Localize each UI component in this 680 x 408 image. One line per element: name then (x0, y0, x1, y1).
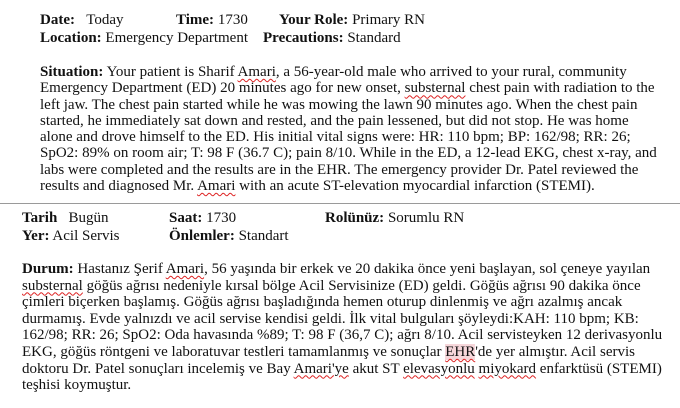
yer-label: Yer: (22, 228, 50, 244)
durum-text: enfarktüsü (STEMI) teşhisi koymuştur. (22, 360, 662, 394)
english-section (0, 0, 680, 203)
time-label: Time: (176, 12, 215, 28)
date-label: Date: (40, 12, 75, 28)
tarih-field (22, 210, 109, 227)
misspelled-word: Amari (237, 64, 276, 80)
date-value: Today (86, 12, 124, 28)
rol-value: Sorumlu RN (387, 210, 465, 226)
onlemler-field (169, 228, 289, 245)
role-label: Your Role: (279, 12, 349, 28)
rol-field (325, 210, 464, 227)
durum-text: göğüs ağrısı nedeniyle kırsal bölge Acil Servisinize (ED) geldi. Göğüs ağrısı 90 dakika önce çimleri biçerken başlamış. Göğüs ağrısı başladığında hemen oturup dinlenmiş ve ağrı azalmış ancak durmamış. Evde yalnızdı ve acil servise kendisi geldi. İlk vital bulguları şöyleydi:KAH: 110 bpm; KB: 162/98; RR: 26; SpO2: Oda havasında %89; T: 98 F (36,7 C); ağrı 8/10. Acil servisteyken 12 derivasyonlu EKG, göğüs röntgeni ve laboratuvar testleri tamamlanmış ve sonuçlar (22, 277, 663, 360)
durum-paragraph (22, 261, 672, 394)
misspelled-word: Amari (197, 178, 236, 195)
tarih-label: Tarih (22, 210, 58, 226)
time-value: 1730 (217, 12, 248, 28)
saat-value: 1730 (206, 210, 237, 226)
situation-text: , a 56-year-old male who arrived to your rural, community Emergency Department (ED) 20 minutes ago for new onset, (40, 64, 627, 97)
misspelled-word: substernal (22, 277, 83, 294)
durum-text: akut ST (348, 360, 404, 377)
situation-text: Your patient is Sharif (106, 64, 238, 80)
durum-label: Durum: (22, 261, 74, 277)
highlighted-word: EHR (445, 343, 476, 360)
rol-label: Rolünüz: (325, 210, 385, 226)
misspelled-word: Amari'ye (293, 360, 349, 377)
onlemler-value: Standart (238, 228, 289, 244)
situation-text: with an acute ST-elevation myocardial infarction (STEMI). (235, 178, 595, 195)
role-field (279, 12, 425, 29)
onlemler-label: Önlemler: (169, 228, 235, 244)
situation-paragraph (40, 64, 660, 194)
misspelled-word: substernal (404, 80, 466, 97)
saat-field (169, 210, 236, 227)
precautions-value: Standard (347, 30, 401, 46)
date-field (40, 12, 124, 29)
role-value: Primary RN (352, 12, 425, 28)
location-label: Location: (40, 30, 102, 46)
durum-text: , 56 yaşında bir erkek ve 20 dakika önce yeni başlayan, sol çeneye yayılan (204, 261, 651, 277)
yer-field (22, 228, 120, 245)
misspelled-word: Amari (165, 261, 205, 277)
misspelled-word: miyokard (478, 360, 537, 377)
situation-label: Situation: (40, 64, 104, 80)
yer-value: Acil Servis (52, 228, 120, 244)
location-precautions-row (40, 30, 401, 47)
misspelled-word: elevasyonlu (403, 360, 475, 377)
situation-text: chest pain with radiation to the left jaw. The chest pain started while he was mowing the lawn 90 minutes ago. When the chest pain started, he immediately sat down and rested, and the pain lessened, but did not stop. He was home alone and drove himself to the ED. His initial vital signs were: HR: 110 bpm; BP: 162/98; RR: 26; SpO2: 89% on room air; T: 98 F (36.7 C); pain 8/10. While in the ED, a 12-lead EKG, chest x-ray, and labs were completed and the results are in the EHR. The emergency provider Dr. Patel reviewed the results and diagnosed Mr. (40, 80, 657, 195)
durum-text: Hastanız Şerif (77, 261, 166, 277)
durum-text: 'de yer almıştır. Acil servis doktoru Dr. Patel sonuçları incelemiş ve Bay (22, 343, 635, 377)
time-field (176, 12, 248, 29)
turkish-section (0, 204, 680, 408)
tarih-value: Bugün (68, 210, 109, 226)
precautions-label: Precautions: (263, 30, 344, 46)
saat-label: Saat: (169, 210, 203, 226)
location-value: Emergency Department (105, 30, 249, 46)
